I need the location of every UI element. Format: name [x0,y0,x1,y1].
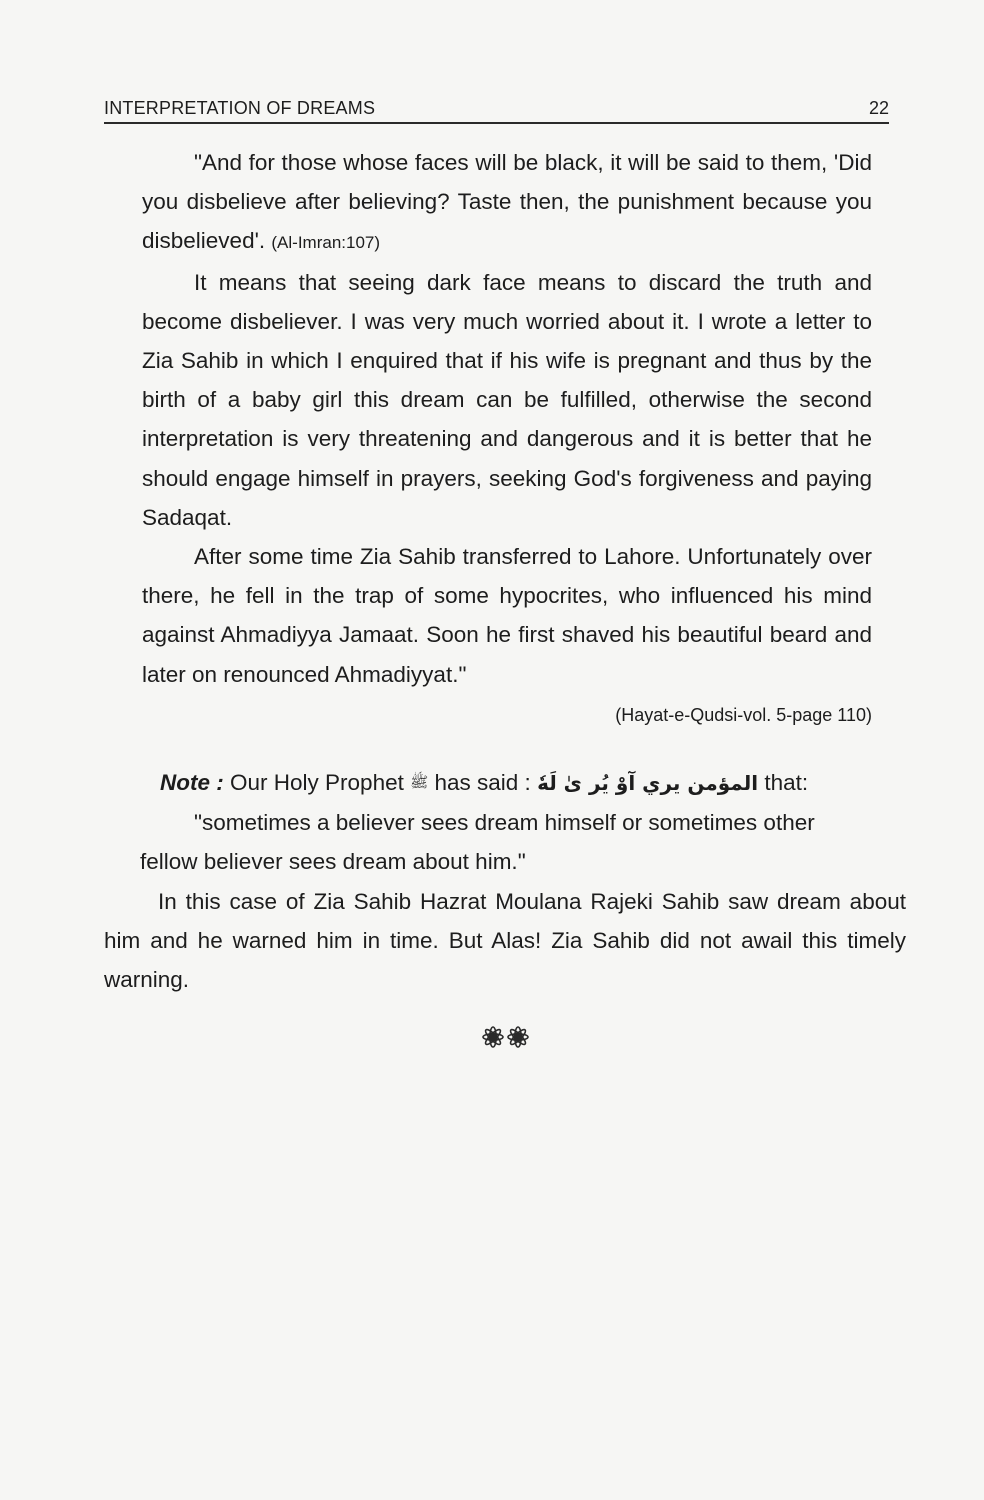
honorific-symbol: ﷺ [410,773,429,791]
closing-paragraph: In this case of Zia Sahib Hazrat Moulana Rajeki Sahib saw dream about him and he warned him in time. But Alas! Zia Sahib did not awail this timely warning. [104,888,906,993]
interpretation-paragraph: It means that seeing dark face means to discard the truth and become disbeliever. I was very much worried about it. I wrote a letter to Zia Sahib in which I enquired that if his wife is pregnant and thus by the birth of a baby girl this dream can be fulfilled, otherwise the second interpretation is very threatening and dangerous and it is better that he should engage himself in prayers, seeking God's forgiveness and paying Sadaqat. [142,269,872,530]
ornament-svg [478,1022,538,1052]
outcome-paragraph: After some time Zia Sahib transferred to Lahore. Unfortunately over there, he fell in the trap of some hypocrites, who influenced his mind against Ahmadiyya Jamaat. Soon he first shaved his beautiful beard and later on renounced Ahmadiyyat." [142,544,872,687]
quran-quote-text: "And for those whose faces will be black, it will be said to them, 'Did you disbelieve after believing? Taste then, the punishment because you disbelieved'. [142,150,872,254]
quran-citation: (Al-Imran:107) [271,233,381,253]
header-title: INTERPRETATION OF DREAMS [104,98,376,118]
note-line [104,763,906,803]
running-header [104,96,889,124]
quran-quote-paragraph [142,143,872,263]
page-number: 22 [868,98,889,118]
main-text [142,143,872,728]
note-text-after: that: [764,770,809,795]
source-citation: (Hayat-e-Qudsi-vol. 5-page 110) [615,704,872,725]
note-label: Note : [160,770,224,795]
note-text-before: Our Holy Prophet [230,770,404,795]
note-text-middle: has said : [434,770,531,795]
double-flower-ornament-icon [478,1022,538,1052]
note-section [104,763,906,999]
hadith-translation: "sometimes a believer sees dream himself or sometimes other fellow believer sees dream about him." [140,810,815,875]
arabic-hadith: المؤمن يري آوْ يُر ىٰ لَهٗ [537,771,759,795]
